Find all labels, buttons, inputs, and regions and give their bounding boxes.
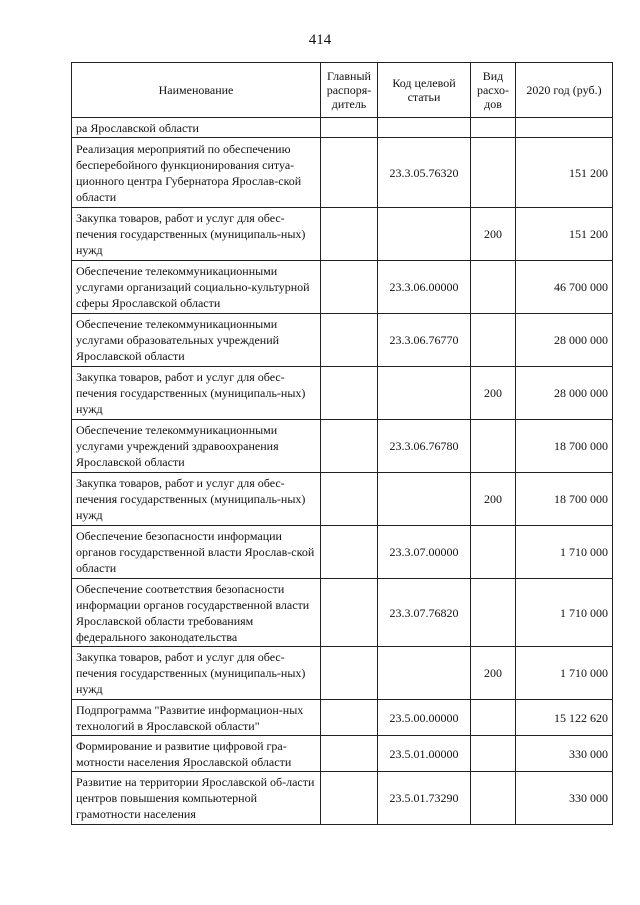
cell-code: 23.3.07.76820 bbox=[378, 579, 471, 647]
header-code: Код целевой статьи bbox=[378, 63, 471, 118]
cell-type bbox=[471, 138, 516, 208]
cell-admin bbox=[321, 579, 378, 647]
cell-name: Закупка товаров, работ и услуг для обес-печения государственных (муниципаль-ных) нужд bbox=[72, 647, 321, 700]
cell-code: 23.5.01.00000 bbox=[378, 736, 471, 772]
cell-code bbox=[378, 208, 471, 261]
cell-admin bbox=[321, 138, 378, 208]
cell-code bbox=[378, 118, 471, 138]
table-row bbox=[72, 208, 613, 261]
cell-sum: 1 710 000 bbox=[516, 579, 613, 647]
table-row bbox=[72, 118, 613, 138]
cell-sum: 28 000 000 bbox=[516, 367, 613, 420]
table-row bbox=[72, 647, 613, 700]
cell-type: 200 bbox=[471, 473, 516, 526]
table-header-row bbox=[72, 63, 613, 118]
cell-name: Обеспечение безопасности информации органов государственной власти Ярослав-ской области bbox=[72, 526, 321, 579]
table-row bbox=[72, 736, 613, 772]
cell-admin bbox=[321, 736, 378, 772]
cell-name: Обеспечение соответствия безопасности информации органов государственной власти Ярославской области требованиям федерального законодательства bbox=[72, 579, 321, 647]
cell-sum bbox=[516, 118, 613, 138]
cell-name: ра Ярославской области bbox=[72, 118, 321, 138]
cell-admin bbox=[321, 473, 378, 526]
cell-admin bbox=[321, 647, 378, 700]
cell-type bbox=[471, 261, 516, 314]
cell-sum: 46 700 000 bbox=[516, 261, 613, 314]
page-number: 414 bbox=[308, 32, 332, 48]
cell-admin bbox=[321, 261, 378, 314]
cell-type bbox=[471, 579, 516, 647]
cell-sum: 15 122 620 bbox=[516, 700, 613, 736]
header-name: Наименование bbox=[72, 63, 321, 118]
cell-sum: 1 710 000 bbox=[516, 526, 613, 579]
table-row bbox=[72, 261, 613, 314]
cell-admin bbox=[321, 526, 378, 579]
cell-name: Формирование и развитие цифровой гра-мотности населения Ярославской области bbox=[72, 736, 321, 772]
table-row bbox=[72, 138, 613, 208]
cell-sum: 18 700 000 bbox=[516, 420, 613, 473]
cell-code: 23.5.00.00000 bbox=[378, 700, 471, 736]
cell-admin bbox=[321, 700, 378, 736]
cell-admin bbox=[321, 314, 378, 367]
cell-type: 200 bbox=[471, 647, 516, 700]
table-row bbox=[72, 526, 613, 579]
cell-name: Развитие на территории Ярославской об-ласти центров повышения компьютерной грамотности населения bbox=[72, 772, 321, 825]
cell-admin bbox=[321, 772, 378, 825]
cell-code: 23.3.06.76780 bbox=[378, 420, 471, 473]
cell-code bbox=[378, 367, 471, 420]
cell-code: 23.3.07.00000 bbox=[378, 526, 471, 579]
budget-table bbox=[71, 62, 613, 825]
cell-sum: 151 200 bbox=[516, 208, 613, 261]
cell-admin bbox=[321, 118, 378, 138]
cell-admin bbox=[321, 420, 378, 473]
cell-name: Реализация мероприятий по обеспечению бесперебойного функционирования ситуа-ционного центра Губернатора Ярослав-ской области bbox=[72, 138, 321, 208]
cell-sum: 151 200 bbox=[516, 138, 613, 208]
cell-name: Обеспечение телекоммуникационными услугами учреждений здравоохранения Ярославской области bbox=[72, 420, 321, 473]
cell-name: Закупка товаров, работ и услуг для обес-печения государственных (муниципаль-ных) нужд bbox=[72, 367, 321, 420]
cell-name: Закупка товаров, работ и услуг для обес-печения государственных (муниципаль-ных) нужд bbox=[72, 208, 321, 261]
cell-admin bbox=[321, 367, 378, 420]
cell-type bbox=[471, 420, 516, 473]
cell-sum: 1 710 000 bbox=[516, 647, 613, 700]
cell-sum: 330 000 bbox=[516, 736, 613, 772]
cell-type: 200 bbox=[471, 367, 516, 420]
cell-type bbox=[471, 314, 516, 367]
cell-sum: 28 000 000 bbox=[516, 314, 613, 367]
cell-type bbox=[471, 736, 516, 772]
cell-admin bbox=[321, 208, 378, 261]
header-sum: 2020 год (руб.) bbox=[516, 63, 613, 118]
table-body bbox=[72, 118, 613, 825]
header-type: Вид расхо-дов bbox=[471, 63, 516, 118]
cell-code: 23.3.06.00000 bbox=[378, 261, 471, 314]
cell-type bbox=[471, 118, 516, 138]
header-admin: Главный распоря-дитель bbox=[321, 63, 378, 118]
table-row bbox=[72, 367, 613, 420]
cell-code: 23.5.01.73290 bbox=[378, 772, 471, 825]
cell-type bbox=[471, 700, 516, 736]
cell-type: 200 bbox=[471, 208, 516, 261]
table-row bbox=[72, 579, 613, 647]
table-row bbox=[72, 473, 613, 526]
cell-name: Обеспечение телекоммуникационными услугами организаций социально-культурной сферы Ярославской области bbox=[72, 261, 321, 314]
table-row bbox=[72, 314, 613, 367]
cell-type bbox=[471, 526, 516, 579]
cell-sum: 330 000 bbox=[516, 772, 613, 825]
cell-name: Подпрограмма "Развитие информацион-ных технологий в Ярославской области" bbox=[72, 700, 321, 736]
cell-code bbox=[378, 647, 471, 700]
cell-type bbox=[471, 772, 516, 825]
cell-code bbox=[378, 473, 471, 526]
cell-name: Обеспечение телекоммуникационными услугами образовательных учреждений Ярославской области bbox=[72, 314, 321, 367]
table-row bbox=[72, 420, 613, 473]
table-row bbox=[72, 700, 613, 736]
cell-name: Закупка товаров, работ и услуг для обес-печения государственных (муниципаль-ных) нужд bbox=[72, 473, 321, 526]
cell-code: 23.3.05.76320 bbox=[378, 138, 471, 208]
table-row bbox=[72, 772, 613, 825]
cell-code: 23.3.06.76770 bbox=[378, 314, 471, 367]
cell-sum: 18 700 000 bbox=[516, 473, 613, 526]
